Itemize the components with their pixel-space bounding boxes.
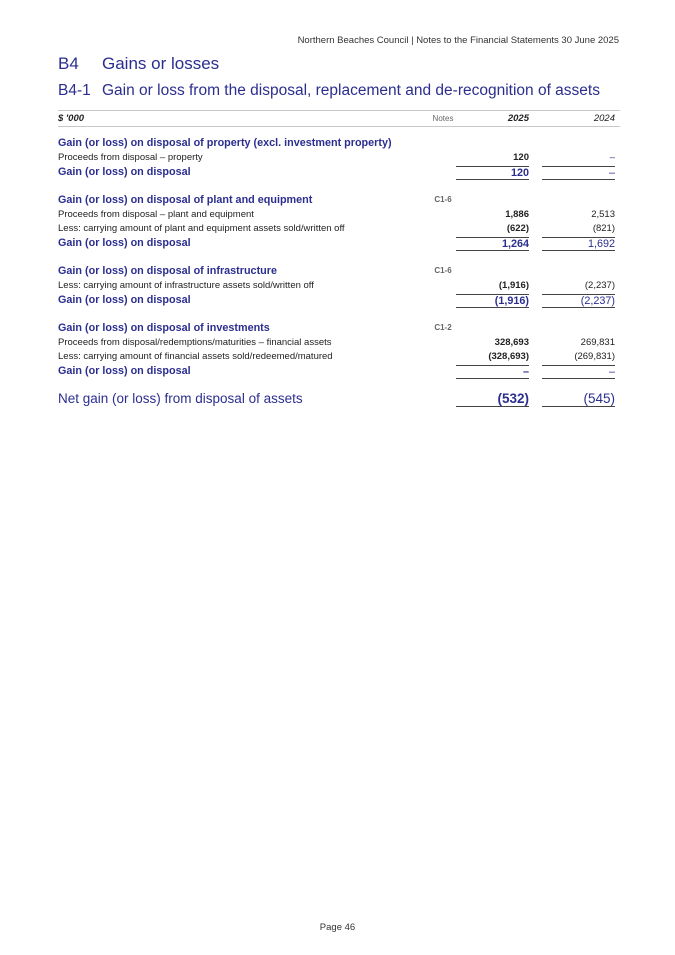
value-2024: 269,831 (580, 337, 615, 348)
col-header-2025: 2025 (507, 113, 529, 124)
table-row (58, 337, 620, 351)
subsection-title: Gain or loss from the disposal, replacement and de-recognition of assets (102, 82, 600, 99)
subtotal-2025: (1,916) (456, 294, 529, 308)
value-2024: (269,831) (574, 351, 615, 362)
group-title: Gain (or loss) on disposal of investments (58, 322, 270, 334)
subsection-number: B4-1 (58, 82, 91, 99)
subtotal-row (58, 365, 620, 381)
note-reference: C1-2 (434, 323, 452, 332)
value-2025: (622) (506, 223, 529, 234)
subsection-heading (58, 82, 600, 100)
net-total-label: Net gain (or loss) from disposal of assets (58, 391, 303, 406)
section-title: Gains or losses (102, 54, 220, 73)
row-label: Less: carrying amount of plant and equipment assets sold/written off (58, 223, 345, 234)
value-2025: 1,886 (505, 209, 529, 220)
subtotal-row (58, 166, 620, 182)
subtotal-row (58, 294, 620, 310)
row-label: Less: carrying amount of infrastructure assets sold/written off (58, 280, 314, 291)
group-heading-infrastructure (58, 265, 620, 280)
group-heading-property (58, 137, 620, 152)
table-header-row (58, 110, 620, 127)
table-row (58, 209, 620, 223)
subtotal-2025: 120 (456, 166, 529, 180)
col-header-2024: 2024 (593, 113, 615, 124)
page-number: Page 46 (319, 922, 356, 933)
table-row (58, 152, 620, 166)
subtotal-2024: 1,692 (542, 237, 615, 251)
value-2025: 328,693 (494, 337, 529, 348)
col-header-notes: Notes (432, 114, 454, 123)
subtotal-label: Gain (or loss) on disposal (58, 365, 191, 377)
table-row (58, 280, 620, 294)
running-header: Northern Beaches Council | Notes to the Financial Statements 30 June 2025 (297, 35, 619, 46)
section-heading (58, 54, 219, 74)
subtotal-2025: – (456, 365, 529, 379)
group-title: Gain (or loss) on disposal of infrastructure (58, 265, 277, 277)
value-2024: (2,237) (584, 280, 615, 291)
subtotal-2024: – (542, 365, 615, 379)
group-title: Gain (or loss) on disposal of plant and equipment (58, 194, 313, 206)
value-2025: 120 (513, 152, 529, 163)
subtotal-row (58, 237, 620, 253)
subtotal-2024: – (542, 166, 615, 180)
net-total-2024: (545) (542, 391, 615, 407)
subtotal-label: Gain (or loss) on disposal (58, 237, 191, 249)
group-heading-investments (58, 322, 620, 337)
value-2024: – (609, 152, 615, 163)
note-reference: C1-6 (434, 266, 452, 275)
subtotal-label: Gain (or loss) on disposal (58, 166, 191, 178)
subtotal-label: Gain (or loss) on disposal (58, 294, 191, 306)
net-total-row (58, 391, 620, 411)
col-header-units: $ '000 (58, 113, 85, 124)
subtotal-2024: (2,237) (542, 294, 615, 308)
table-row (58, 351, 620, 365)
value-2024: 2,513 (591, 209, 615, 220)
note-reference: C1-6 (434, 195, 452, 204)
row-label: Less: carrying amount of financial assets sold/redeemed/matured (58, 351, 333, 362)
subtotal-2025: 1,264 (456, 237, 529, 251)
row-label: Proceeds from disposal – plant and equipment (58, 209, 254, 220)
group-title: Gain (or loss) on disposal of property (excl. investment property) (58, 137, 392, 149)
group-heading-plant (58, 194, 620, 209)
row-label: Proceeds from disposal – property (58, 152, 203, 163)
value-2025: (328,693) (488, 351, 529, 362)
disposal-table (58, 110, 620, 411)
value-2024: (821) (592, 223, 615, 234)
section-number: B4 (58, 54, 79, 73)
row-label: Proceeds from disposal/redemptions/maturities – financial assets (58, 337, 332, 348)
net-total-2025: (532) (456, 391, 529, 407)
table-row (58, 223, 620, 237)
value-2025: (1,916) (498, 280, 529, 291)
